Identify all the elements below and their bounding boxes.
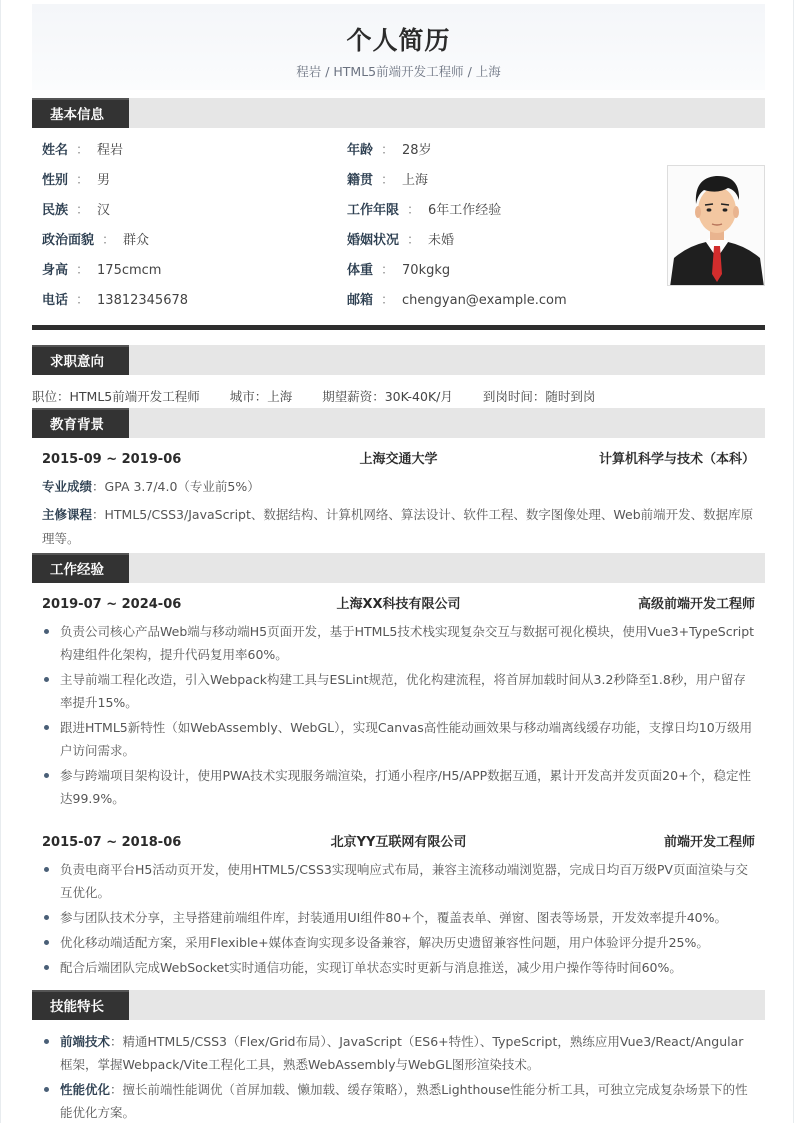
work-period: 2015-07 ~ 2018-06	[42, 835, 182, 850]
education-header	[42, 450, 755, 470]
work-header-2	[42, 833, 755, 853]
info-height: 身高 ： 175cmcm	[42, 263, 162, 278]
section-work	[32, 553, 765, 583]
section-basic-info	[32, 98, 765, 128]
work-title: 高级前端开发工程师	[637, 597, 755, 612]
info-hometown: 籍贯 ： 上海	[347, 173, 429, 188]
list-item: 配合后端团队完成WebSocket实时通信功能，实现订单状态实时更新与消息推送，减少用户操作等待时间60%。	[42, 956, 755, 979]
page-title: 个人简历	[346, 26, 451, 55]
job-intent-row	[32, 387, 621, 407]
info-marital-status: 婚姻状况 ： 未婚	[347, 233, 455, 248]
divider	[32, 325, 765, 330]
page-subtitle: 程岩 / HTML5前端开发工程师 / 上海	[296, 64, 501, 79]
intent-city: 城市：上海	[229, 389, 293, 404]
info-work-years: 工作年限 ： 6年工作经验	[347, 203, 502, 218]
info-phone: 电话 ： 13812345678	[42, 293, 189, 308]
info-email: 邮箱 ： chengyan@example.com	[347, 293, 567, 308]
avatar-illustration-icon	[668, 166, 765, 286]
avatar-photo	[667, 165, 765, 286]
list-item: 前端技术：精通HTML5/CSS3（Flex/Grid布局）、JavaScript（ES6+特性）、TypeScript，熟练应用Vue3/React/Angular框架，掌握Webpack/Vite工程化工具，熟悉WebAssembly与WebGL图形渲染技术。	[42, 1030, 755, 1076]
intent-position: 职位：HTML5前端开发工程师	[32, 389, 200, 404]
work-header-1	[42, 595, 755, 615]
list-item: 跟进HTML5新特性（如WebAssembly、WebGL），实现Canvas高性能动画效果与移动端离线缓存功能，支撑日均10万级用户访问需求。	[42, 716, 755, 762]
section-skills	[32, 990, 765, 1020]
work-period: 2019-07 ~ 2024-06	[42, 597, 182, 612]
list-item: 负责公司核心产品Web端与移动端H5页面开发，基于HTML5技术栈实现复杂交互与数据可视化模块，使用Vue3+TypeScript构建组件化架构，提升代码复用率60%。	[42, 620, 755, 666]
resume-header	[32, 4, 765, 90]
work-items-1	[42, 620, 755, 812]
education-period: 2015-09 ~ 2019-06	[42, 452, 182, 467]
education-major: 计算机科学与技术（本科）	[598, 452, 755, 467]
work-company: 上海XX科技有限公司	[336, 597, 461, 612]
intent-salary: 期望薪资：30K-40K/月	[322, 389, 453, 404]
work-title: 前端开发工程师	[663, 835, 755, 850]
work-items-2	[42, 858, 755, 981]
intent-arrival: 到岗时间：随时到岗	[482, 389, 596, 404]
info-gender: 性别 ： 男	[42, 173, 111, 188]
section-title: 求职意向	[32, 345, 129, 375]
section-job-intent	[32, 345, 765, 375]
info-ethnicity: 民族 ： 汉	[42, 203, 111, 218]
info-political-status: 政治面貌 ： 群众	[42, 233, 150, 248]
education-courses: 主修课程：HTML5/CSS3/JavaScript、数据结构、计算机网络、算法设计、软件工程、数字图像处理、Web前端开发、数据库原理等。	[42, 507, 754, 546]
section-education	[32, 408, 765, 438]
education-school: 上海交通大学	[359, 452, 438, 467]
education-grade: 专业成绩：GPA 3.7/4.0（专业前5%）	[42, 479, 260, 494]
list-item: 优化移动端适配方案，采用Flexible+媒体查询实现多设备兼容，解决历史遗留兼容性问题，用户体验评分提升25%。	[42, 931, 755, 954]
list-item: 负责电商平台H5活动页开发，使用HTML5/CSS3实现响应式布局，兼容主流移动端浏览器，完成日均百万级PV页面渲染与交互优化。	[42, 858, 755, 904]
list-item: 参与团队技术分享，主导搭建前端组件库，封装通用UI组件80+个，覆盖表单、弹窗、图表等场景，开发效率提升40%。	[42, 906, 755, 929]
skills-list	[42, 1030, 755, 1123]
section-title: 技能特长	[32, 990, 129, 1020]
info-name: 姓名 ： 程岩	[42, 143, 124, 158]
list-item: 参与跨端项目架构设计，使用PWA技术实现服务端渲染，打通小程序/H5/APP数据互通，累计开发高并发页面20+个，稳定性达99.9%。	[42, 764, 755, 810]
section-title: 基本信息	[32, 98, 129, 128]
list-item: 主导前端工程化改造，引入Webpack构建工具与ESLint规范，优化构建流程，将首屏加载时间从3.2秒降至1.8秒，用户留存率提升15%。	[42, 668, 755, 714]
section-title: 工作经验	[32, 553, 129, 583]
work-company: 北京YY互联网有限公司	[330, 835, 467, 850]
info-age: 年龄 ： 28岁	[347, 143, 432, 158]
section-title: 教育背景	[32, 408, 129, 438]
info-weight: 体重 ： 70kgkg	[347, 263, 451, 278]
list-item: 性能优化：擅长前端性能调优（首屏加载、懒加载、缓存策略），熟悉Lighthouse性能分析工具，可独立完成复杂场景下的性能优化方案。	[42, 1078, 755, 1123]
